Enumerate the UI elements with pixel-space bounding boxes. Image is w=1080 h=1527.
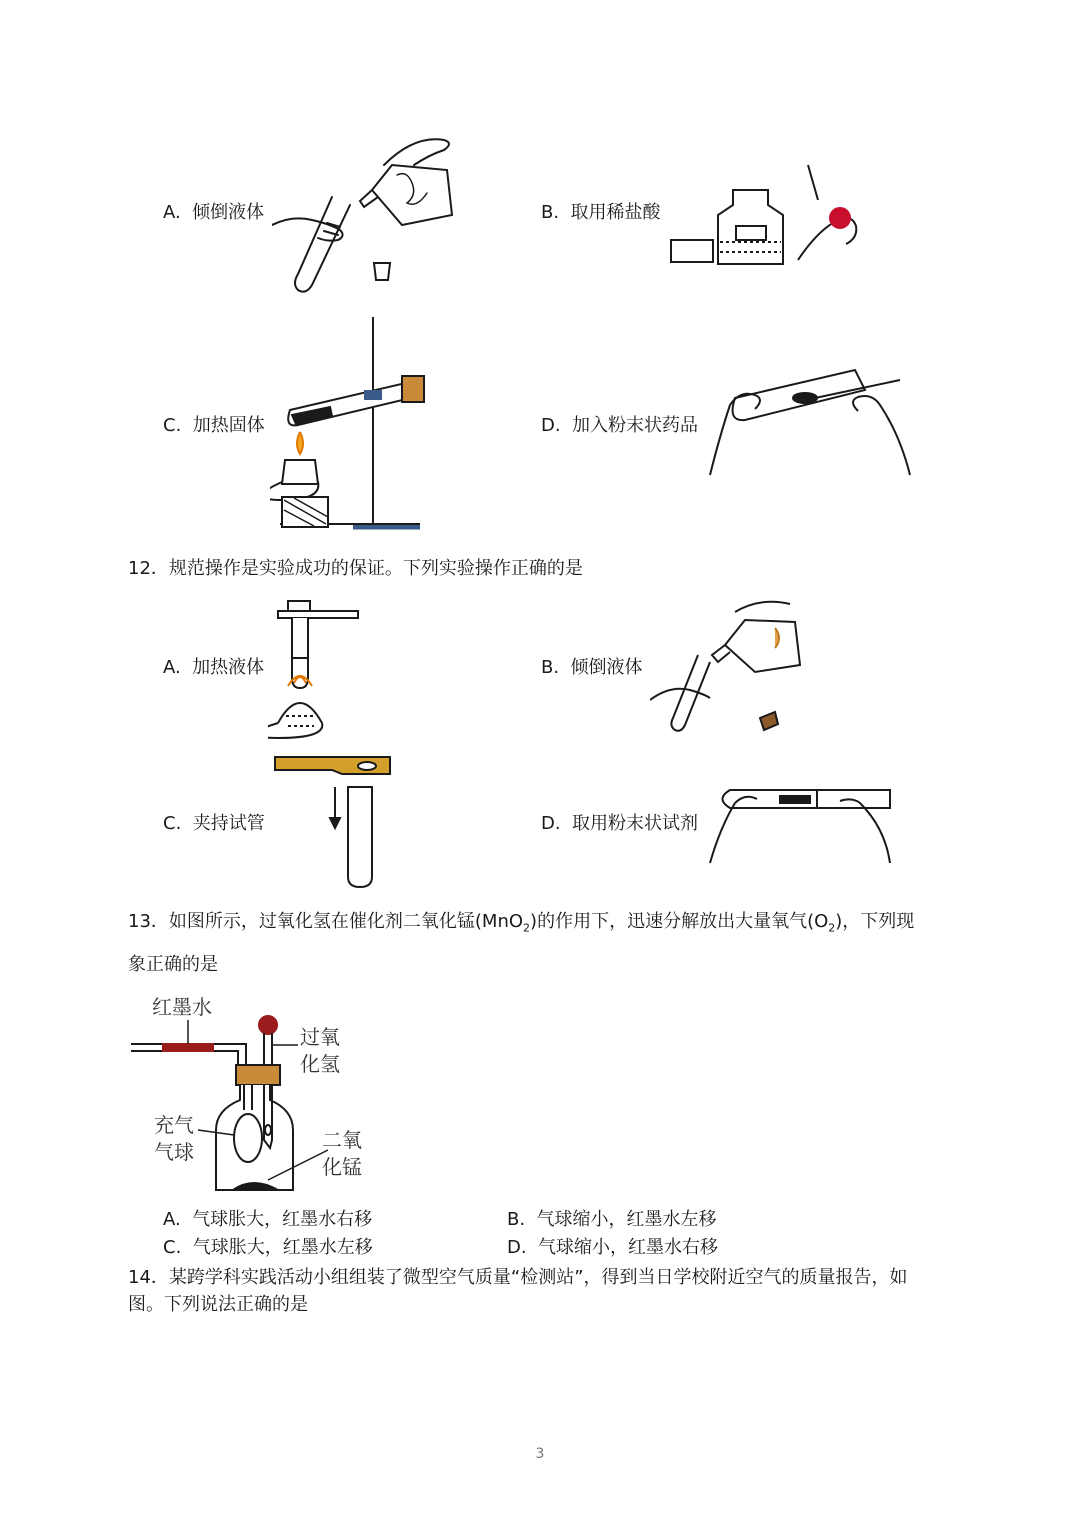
q13-label-mno2-line2: 化锰 (322, 1155, 362, 1179)
q12-b-pouring-illustration (650, 600, 810, 735)
q11-option-d: D. 加入粉末状药品 (541, 415, 699, 436)
q12-a-heating-liquid-illustration (268, 598, 378, 743)
q12-option-b: B. 倾倒液体 (541, 657, 643, 678)
q12-d-powder-illustration (705, 778, 895, 868)
q12-option-a: A. 加热液体 (163, 657, 265, 678)
q11-option-a: A. 倾倒液体 (163, 202, 265, 223)
q13-option-a: A. 气球胀大，红墨水右移 (163, 1209, 373, 1230)
q12-option-d: D. 取用粉末状试剂 (541, 813, 699, 834)
q13-label-balloon-line1: 充气 (154, 1113, 194, 1137)
q12-option-c: C. 夹持试管 (163, 813, 265, 834)
q11-b-dropper-illustration (668, 160, 868, 270)
q12-c-tube-holder-illustration (272, 752, 397, 897)
q14-stem-line2: 图。下列说法正确的是 (128, 1294, 308, 1315)
q13-label-h2o2-line1: 过氧 (300, 1025, 340, 1049)
q13-label-mno2-line1: 二氧 (322, 1128, 362, 1152)
q11-d-powder-illustration (705, 360, 925, 480)
q13-stem-line2: 象正确的是 (128, 954, 218, 975)
page-number: 3 (535, 1446, 545, 1462)
q13-option-b: B. 气球缩小，红墨水左移 (507, 1209, 717, 1230)
q13-label-red-ink: 红墨水 (152, 995, 212, 1019)
q14-stem-line1: 14．某跨学科实践活动小组组装了微型空气质量“检测站”，得到当日学校附近空气的质量报告，如 (128, 1267, 908, 1288)
q13-label-balloon-line2: 气球 (154, 1140, 194, 1164)
q13-option-d: D. 气球缩小，红墨水右移 (507, 1237, 719, 1258)
q11-option-c: C. 加热固体 (163, 415, 265, 436)
q13-option-c: C. 气球胀大，红墨水左移 (163, 1237, 373, 1258)
q13-label-h2o2-line2: 化氢 (300, 1052, 340, 1076)
q12-stem: 12．规范操作是实验成功的保证。下列实验操作正确的是 (128, 558, 583, 579)
q13-stem-line1: 13．如图所示，过氧化氢在催化剂二氧化锰(MnO$_2$)的作用下，迅速分解放出大量氧气$(O_2)$，下列现 (128, 911, 915, 935)
q11-option-b: B. 取用稀盐酸 (541, 202, 661, 223)
q11-a-pouring-illustration (272, 135, 462, 295)
q11-c-heating-solid-illustration (270, 312, 450, 542)
